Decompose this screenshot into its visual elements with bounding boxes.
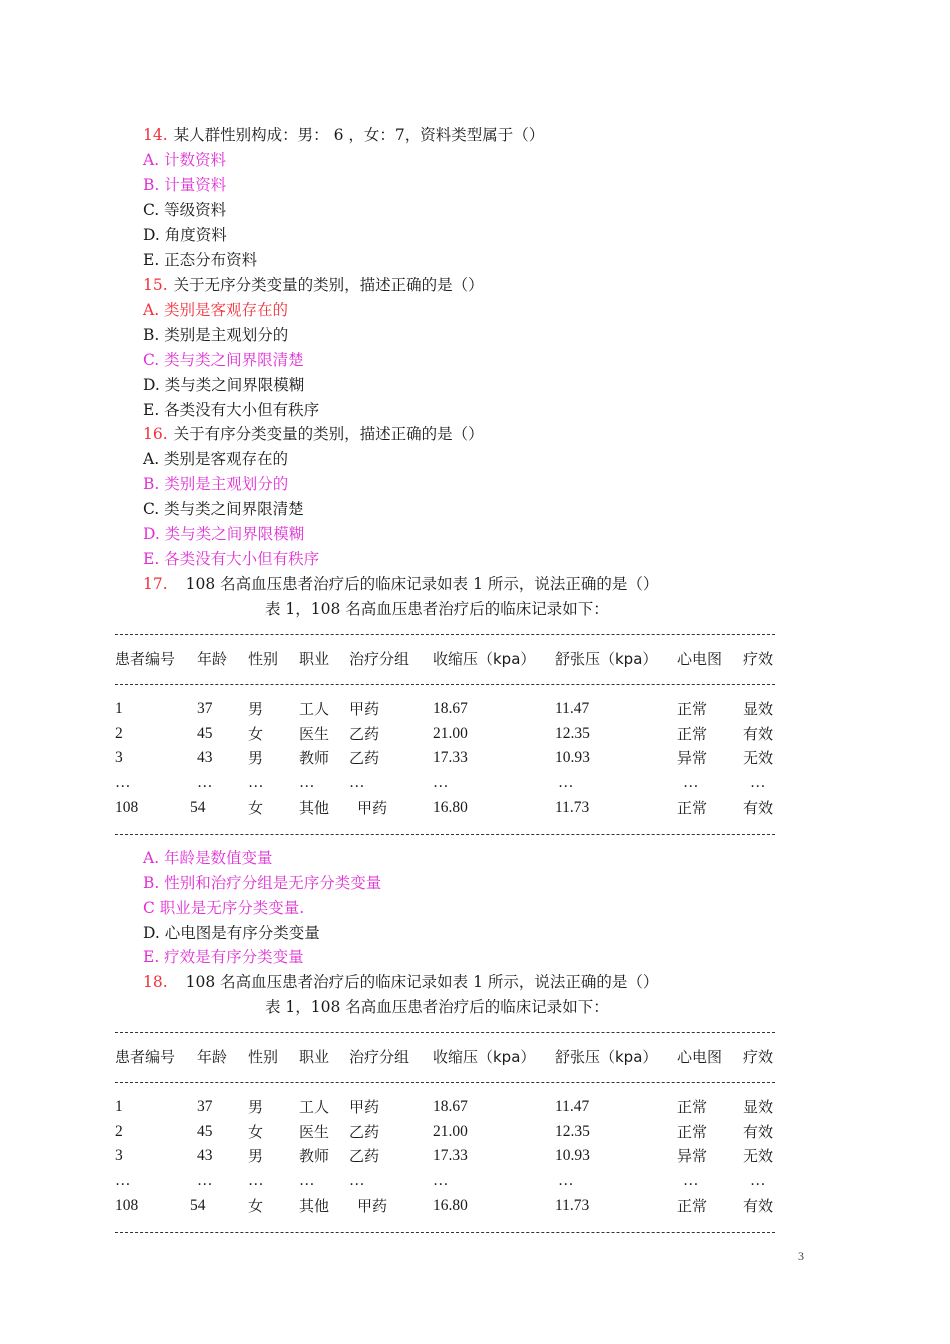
- cell: 教师: [299, 749, 330, 767]
- question-number: 18.: [143, 973, 168, 991]
- cell: 45: [197, 1123, 213, 1140]
- cell: 11.47: [555, 1098, 590, 1115]
- question-text: 关于无序分类变量的类别，描述正确的是（）: [173, 276, 484, 294]
- cell: …: [683, 774, 699, 791]
- cell: 21.00: [433, 1123, 468, 1140]
- cell: 显效: [743, 1098, 774, 1116]
- question-number: 16.: [143, 425, 168, 443]
- q17-option-c: C 职业是无序分类变量.: [143, 899, 305, 917]
- cell: 54: [190, 1197, 206, 1214]
- cell: 男: [248, 749, 264, 767]
- cell: 12.35: [555, 725, 590, 742]
- cell: 工人: [299, 700, 330, 718]
- question-number: 15.: [143, 276, 168, 294]
- header-cell: 性别: [248, 1048, 279, 1066]
- question-text: 某人群性别构成：男： 6 ，女：7，资料类型属于（）: [173, 126, 545, 144]
- header-cell: 年龄: [197, 650, 228, 668]
- cell: 12.35: [555, 1123, 590, 1140]
- header-cell: 患者编号: [115, 1048, 176, 1066]
- table-rule-top: [115, 1032, 775, 1033]
- q16-option-a: A. 类别是客观存在的: [143, 450, 289, 468]
- header-cell: 患者编号: [115, 650, 176, 668]
- q14-option-d: D. 角度资料: [143, 226, 227, 244]
- cell: …: [349, 774, 365, 791]
- table-rule-top: [115, 634, 775, 635]
- q15-option-e: E. 各类没有大小但有秩序: [143, 401, 320, 419]
- cell: 正常: [677, 1098, 708, 1116]
- cell: …: [248, 774, 264, 791]
- table-rule-bottom: [115, 834, 775, 835]
- question-18-stem: [143, 970, 658, 995]
- cell: 43: [197, 1147, 213, 1164]
- cell: 16.80: [433, 1197, 468, 1214]
- q14-option-b: B. 计量资料: [143, 176, 227, 194]
- cell: 17.33: [433, 749, 468, 766]
- cell: 37: [197, 1098, 213, 1115]
- cell: 108: [115, 799, 139, 816]
- q16-option-b: B. 类别是主观划分的: [143, 475, 289, 493]
- cell: 男: [248, 700, 264, 718]
- cell: 甲药: [349, 700, 380, 718]
- cell: 甲药: [357, 1197, 388, 1215]
- question-14-stem: [143, 123, 544, 148]
- question-number: 14.: [143, 126, 168, 144]
- cell: 有效: [743, 725, 774, 743]
- cell: 有效: [743, 1123, 774, 1141]
- header-cell: 心电图: [677, 650, 723, 668]
- q17-option-d: D. 心电图是有序分类变量: [143, 924, 320, 942]
- cell: 乙药: [349, 1147, 380, 1165]
- cell: 无效: [743, 1147, 774, 1165]
- page-number: 3: [798, 1249, 804, 1263]
- cell: 43: [197, 749, 213, 766]
- cell: …: [197, 774, 213, 791]
- cell: 18.67: [433, 1098, 468, 1115]
- q17-option-b: B. 性别和治疗分组是无序分类变量: [143, 874, 382, 892]
- q15-option-b: B. 类别是主观划分的: [143, 326, 289, 344]
- cell: 11.73: [555, 799, 590, 816]
- cell: …: [433, 1172, 449, 1189]
- question-16-stem: [143, 422, 484, 447]
- cell: 异常: [677, 1147, 708, 1165]
- header-cell: 收缩压（kpa）: [433, 1048, 536, 1066]
- q15-option-c: C. 类与类之间界限清楚: [143, 351, 304, 369]
- cell: 正常: [677, 700, 708, 718]
- header-cell: 职业: [299, 1048, 330, 1066]
- cell: …: [115, 774, 131, 791]
- cell: 显效: [743, 700, 774, 718]
- cell: 无效: [743, 749, 774, 767]
- cell: 3: [115, 749, 123, 766]
- q17-option-e: E. 疗效是有序分类变量: [143, 948, 304, 966]
- header-cell: 性别: [248, 650, 279, 668]
- cell: …: [558, 774, 574, 791]
- cell: 男: [248, 1147, 264, 1165]
- cell: 医生: [299, 725, 330, 743]
- cell: 其他: [299, 1197, 330, 1215]
- header-cell: 治疗分组: [349, 650, 410, 668]
- cell: …: [248, 1172, 264, 1189]
- header-cell: 疗效: [743, 650, 774, 668]
- table-rule-mid: [115, 1082, 775, 1083]
- cell: 其他: [299, 799, 330, 817]
- q17-option-a: A. 年龄是数值变量: [143, 849, 273, 867]
- header-cell: 职业: [299, 650, 330, 668]
- cell: 37: [197, 700, 213, 717]
- question-number: 17.: [143, 575, 168, 593]
- cell: 甲药: [357, 799, 388, 817]
- cell: 17.33: [433, 1147, 468, 1164]
- table-caption: 表 1，108 名高血压患者治疗后的临床记录如下：: [265, 998, 609, 1016]
- cell: 1: [115, 700, 123, 717]
- cell: 108: [115, 1197, 139, 1214]
- header-cell: 疗效: [743, 1048, 774, 1066]
- cell: …: [558, 1172, 574, 1189]
- cell: 2: [115, 725, 123, 742]
- q14-option-c: C. 等级资料: [143, 201, 227, 219]
- cell: 女: [248, 1197, 264, 1215]
- question-text: 关于有序分类变量的类别，描述正确的是（）: [173, 425, 484, 443]
- q14-option-e: E. 正态分布资料: [143, 251, 258, 269]
- cell: 女: [248, 799, 264, 817]
- cell: …: [197, 1172, 213, 1189]
- q15-option-a: A. 类别是客观存在的: [143, 301, 289, 319]
- cell: 3: [115, 1147, 123, 1164]
- cell: …: [433, 774, 449, 791]
- cell: 16.80: [433, 799, 468, 816]
- cell: 工人: [299, 1098, 330, 1116]
- cell: …: [750, 1172, 766, 1189]
- cell: …: [299, 774, 315, 791]
- header-cell: 年龄: [197, 1048, 228, 1066]
- table-caption: 表 1，108 名高血压患者治疗后的临床记录如下：: [265, 600, 609, 618]
- cell: 有效: [743, 1197, 774, 1215]
- cell: 医生: [299, 1123, 330, 1141]
- cell: 正常: [677, 1197, 708, 1215]
- cell: 正常: [677, 725, 708, 743]
- question-15-stem: [143, 273, 484, 298]
- table-rule-mid: [115, 684, 775, 685]
- cell: …: [115, 1172, 131, 1189]
- cell: 乙药: [349, 1123, 380, 1141]
- question-17-stem: [143, 572, 658, 597]
- cell: 异常: [677, 749, 708, 767]
- cell: 乙药: [349, 749, 380, 767]
- table-rule-bottom: [115, 1232, 775, 1233]
- cell: 男: [248, 1098, 264, 1116]
- cell: 21.00: [433, 725, 468, 742]
- cell: 11.47: [555, 700, 590, 717]
- cell: …: [299, 1172, 315, 1189]
- cell: …: [683, 1172, 699, 1189]
- header-cell: 心电图: [677, 1048, 723, 1066]
- q14-option-a: A. 计数资料: [143, 151, 227, 169]
- cell: 女: [248, 1123, 264, 1141]
- q16-option-c: C. 类与类之间界限清楚: [143, 500, 304, 518]
- cell: 18.67: [433, 700, 468, 717]
- question-text: 108 名高血压患者治疗后的临床记录如表 1 所示，说法正确的是（）: [185, 575, 659, 593]
- q16-option-d: D. 类与类之间界限模糊: [143, 525, 305, 543]
- q15-option-d: D. 类与类之间界限模糊: [143, 376, 305, 394]
- cell: 正常: [677, 799, 708, 817]
- cell: …: [349, 1172, 365, 1189]
- cell: 教师: [299, 1147, 330, 1165]
- cell: 女: [248, 725, 264, 743]
- cell: 乙药: [349, 725, 380, 743]
- cell: 10.93: [555, 749, 590, 766]
- cell: 11.73: [555, 1197, 590, 1214]
- header-cell: 收缩压（kpa）: [433, 650, 536, 668]
- cell: 45: [197, 725, 213, 742]
- cell: 2: [115, 1123, 123, 1140]
- cell: 正常: [677, 1123, 708, 1141]
- cell: …: [750, 774, 766, 791]
- header-cell: 舒张压（kpa）: [555, 650, 658, 668]
- question-text: 108 名高血压患者治疗后的临床记录如表 1 所示，说法正确的是（）: [185, 973, 659, 991]
- cell: 54: [190, 799, 206, 816]
- header-cell: 舒张压（kpa）: [555, 1048, 658, 1066]
- cell: 有效: [743, 799, 774, 817]
- cell: 10.93: [555, 1147, 590, 1164]
- cell: 甲药: [349, 1098, 380, 1116]
- q16-option-e: E. 各类没有大小但有秩序: [143, 550, 320, 568]
- header-cell: 治疗分组: [349, 1048, 410, 1066]
- cell: 1: [115, 1098, 123, 1115]
